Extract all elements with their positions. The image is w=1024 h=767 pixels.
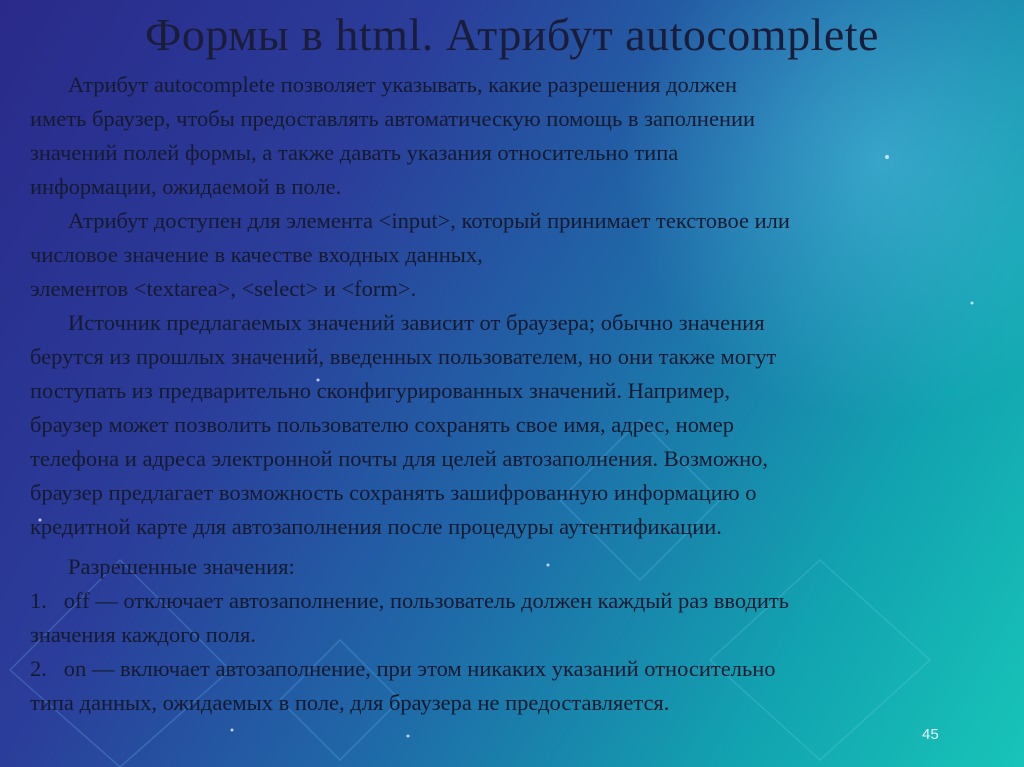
slide-title: Формы в html. Атрибут autocomplete [145, 9, 879, 60]
text-line: 1. off — отключает автозаполнение, пользователь должен каждый раз вводить [30, 588, 790, 613]
slide-body [30, 68, 1000, 720]
text-line: иметь браузер, чтобы предоставлять автоматическую помощь в заполнении [30, 106, 756, 131]
list-item-off [30, 584, 1000, 652]
page-number: 45 [922, 726, 939, 743]
paragraph-description [30, 68, 1000, 204]
text-line: берутся из прошлых значений, введенных пользователем, но они также могут [30, 344, 777, 369]
paragraph-source [30, 306, 1000, 544]
text-line: Источник предлагаемых значений зависит от браузера; обычно значения [68, 310, 765, 335]
paragraph-availability [30, 204, 1000, 306]
list-item-on [30, 652, 1000, 720]
text-line: значений полей формы, а также давать указания относительно типа [30, 140, 679, 165]
text-line: Атрибут autocomplete позволяет указывать, какие разрешения должен [68, 72, 737, 97]
text-line: Атрибут доступен для элемента <input>, который принимает текстовое или [68, 208, 790, 233]
text-line: информации, ожидаемой в поле. [30, 174, 342, 199]
text-line: браузер предлагает возможность сохранять зашифрованную информацию о [30, 480, 757, 505]
text-line: типа данных, ожидаемых в поле, для браузера не предоставляется. [30, 690, 670, 715]
text-line: кредитной карте для автозаполнения после процедуры аутентификации. [30, 514, 722, 539]
text-line: браузер может позволить пользователю сохранять свое имя, адрес, номер [30, 412, 735, 437]
text-line: элементов <textarea>, <select> и <form>. [30, 276, 417, 301]
text-line: поступать из предварительно сконфигурированных значений. Например, [30, 378, 731, 403]
text-line: телефона и адреса электронной почты для целей автозаполнения. Возможно, [30, 446, 768, 471]
allowed-values-heading: Разрешенные значения: [68, 554, 295, 579]
text-line: числовое значение в качестве входных данных, [30, 242, 483, 267]
text-line: значения каждого поля. [30, 622, 256, 647]
text-line: 2. on — включает автозаполнение, при этом никаких указаний относительно [30, 656, 776, 681]
